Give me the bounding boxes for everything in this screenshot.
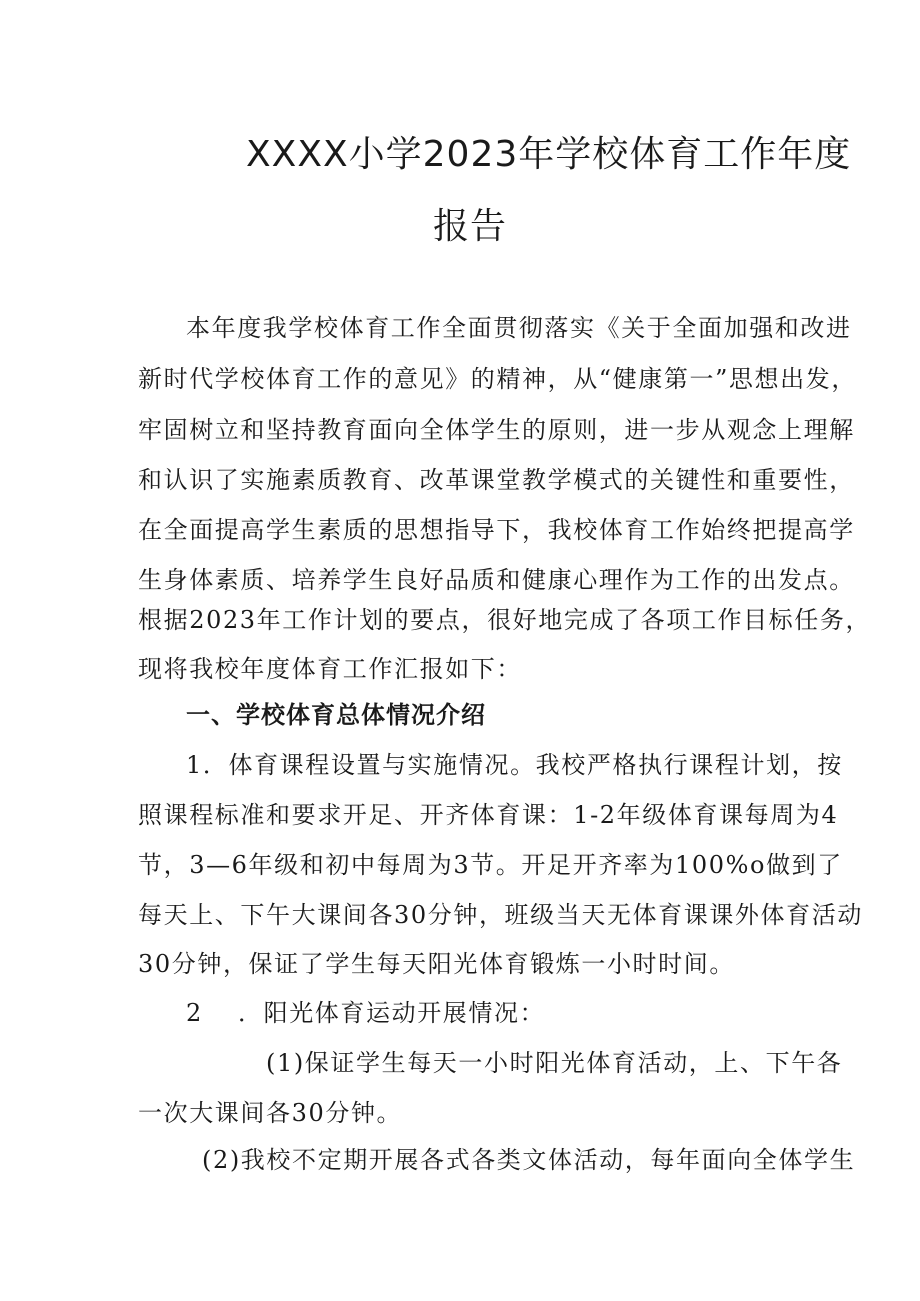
intro-paragraph-line: 和认识了实施素质教育、改革课堂教学模式的关键性和重要性， <box>138 466 855 494</box>
sub-item-1-line: 一次大课间各30分钟。 <box>138 1099 403 1127</box>
intro-paragraph-line: 在全面提高学生素质的思想指导下，我校体育工作始终把提高学 <box>138 516 855 544</box>
item-1-line: 节，3—6年级和初中每周为3节。开足开齐率为100%o做到了 <box>138 851 843 879</box>
intro-paragraph-line: 生身体素质、培养学生良好品质和健康心理作为工作的出发点。 <box>138 566 855 594</box>
intro-paragraph-line: 牢固树立和坚持教育面向全体学生的原则，进一步从观念上理解 <box>138 416 855 444</box>
document-title-line-1: XXXX小学2023年学校体育工作年度 <box>246 134 852 175</box>
item-1-line: 1．体育课程设置与实施情况。我校严格执行课程计划，按 <box>186 751 843 779</box>
intro-paragraph-line: 现将我校年度体育工作汇报如下： <box>138 655 522 683</box>
sub-item-2-line: (2)我校不定期开展各式各类文体活动，每年面向全体学生 <box>202 1146 856 1174</box>
intro-paragraph-line: 本年度我学校体育工作全面贯彻落实《关于全面加强和改进 <box>186 314 852 342</box>
document-title-line-2: 报告 <box>433 206 508 247</box>
item-1-line: 每天上、下午大课间各30分钟，班级当天无体育课课外体育活动 <box>138 901 863 929</box>
item-2-number: 2 <box>186 999 203 1027</box>
section-heading: 一、学校体育总体情况介绍 <box>186 701 486 729</box>
item-1-line: 30分钟，保证了学生每天阳光体育锻炼一小时时间。 <box>138 950 735 978</box>
item-2-label: ．阳光体育运动开展情况： <box>238 999 546 1027</box>
intro-paragraph-line: 根据2023年工作计划的要点，很好地完成了各项工作目标任务， <box>138 606 872 634</box>
sub-item-1-line: (1)保证学生每天一小时阳光体育活动，上、下午各 <box>266 1049 843 1077</box>
intro-paragraph-line: 新时代学校体育工作的意见》的精神，从“健康第一”思想出发， <box>138 365 857 393</box>
item-1-line: 照课程标准和要求开足、开齐体育课：1-2年级体育课每周为4 <box>138 801 839 829</box>
